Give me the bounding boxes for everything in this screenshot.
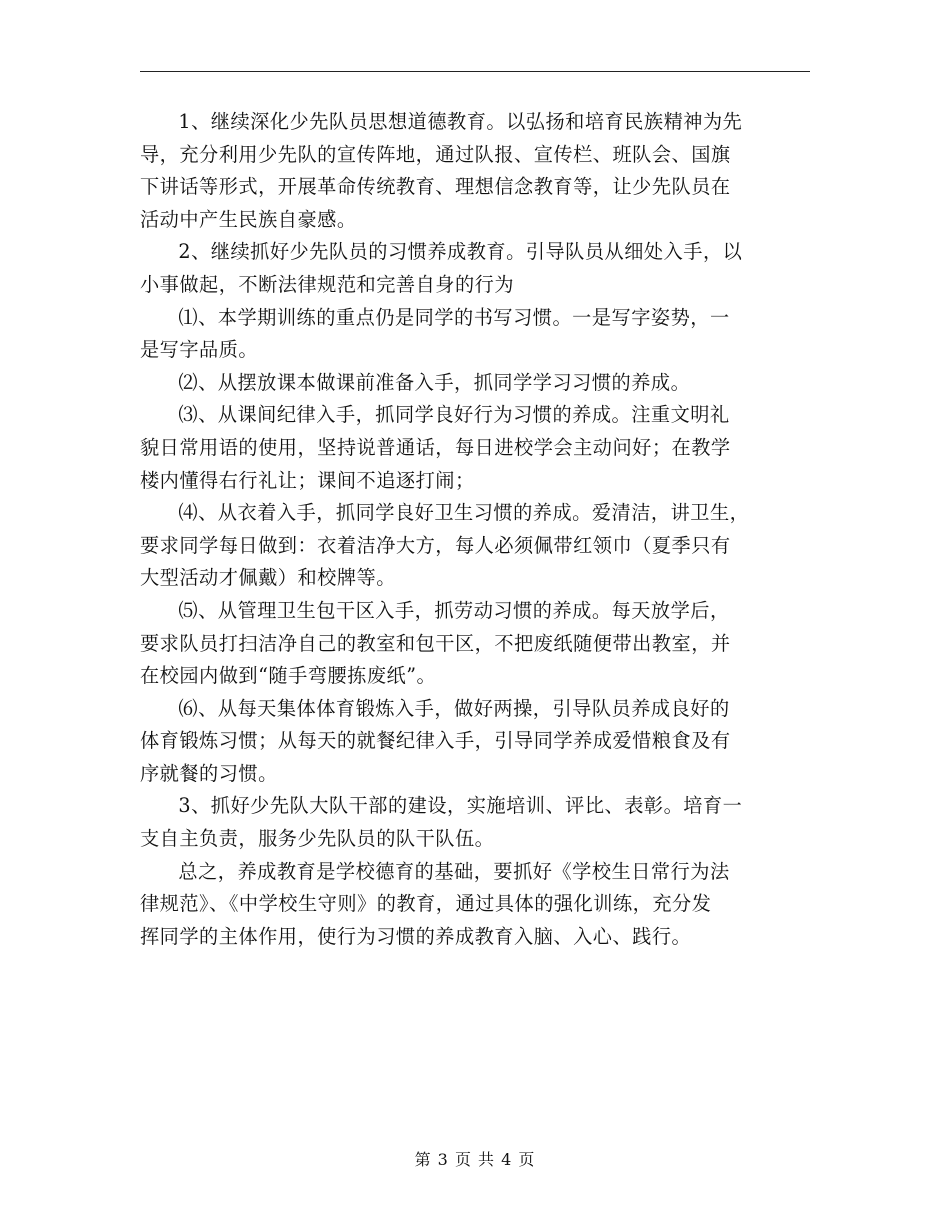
paragraph-2-item-2: ⑵、从摆放课本做课前准备入手，抓同学学习习惯的养成。 [178, 370, 691, 394]
paragraph-3: 3、抓好少先队大队干部的建设，实施培训、评比、表彰。培育一 支自主负责，服务少先队员的队干队伍。 [140, 794, 743, 851]
paragraph-1: 1、继续深化少先队员思想道德教育。以弘扬和培育民族精神为先 导，充分利用少先队的宣传阵地，通过队报、宣传栏、班队会、国旗 下讲话等形式，开展革命传统教育、理想信念教育等，让少先队员在 活动中产生民族自豪感。 [140, 110, 743, 231]
paragraph-2-item-4: ⑷、从衣着入手，抓同学良好卫生习惯的养成。爱清洁，讲卫生， 要求同学每日做到：衣着洁净大方，每人必须佩带红领巾（夏季只有 大型活动才佩戴）和校牌等。 [140, 501, 750, 590]
paragraph-2-item-5: ⑸、从管理卫生包干区入手，抓劳动习惯的养成。每天放学后， 要求队员打扫洁净自己的教室和包干区，不把废纸随便带出教室，并 在校园内做到“随手弯腰拣废纸”。 [140, 598, 731, 688]
paragraph-2-item-6: ⑹、从每天集体体育锻炼入手，做好两操，引导队员养成良好的 体育锻炼习惯；从每天的就餐纪律入手，引导同学养成爱惜粮食及有 序就餐的习惯。 [140, 696, 731, 785]
page-number: 第 3 页 共 4 页 [414, 1150, 536, 1169]
paragraph-2: 2、继续抓好少先队员的习惯养成教育。引导队员从细处入手，以 小事做起，不断法律规范和完善自身的行为 [140, 240, 743, 296]
paragraph-2-item-3: ⑶、从课间纪律入手，抓同学良好行为习惯的养成。注重文明礼 貌日常用语的使用，坚持说普通话，每日进校学会主动问好；在教学 楼内懂得右行礼让；课间不追逐打闹； [140, 403, 731, 492]
paragraph-summary: 总之，养成教育是学校德育的基础，要抓好《学校生日常行为法 律规范》、《中学校生守则》的教育，通过具体的强化训练，充分发 挥同学的主体作用，使行为习惯的养成教育入脑、入心、践行。 [140, 859, 730, 948]
document-body [140, 106, 820, 953]
header-rule [140, 71, 810, 72]
paragraph-2-item-1: ⑴、本学期训练的重点仍是同学的书写习惯。一是写字姿势，一 是写字品质。 [140, 305, 730, 362]
